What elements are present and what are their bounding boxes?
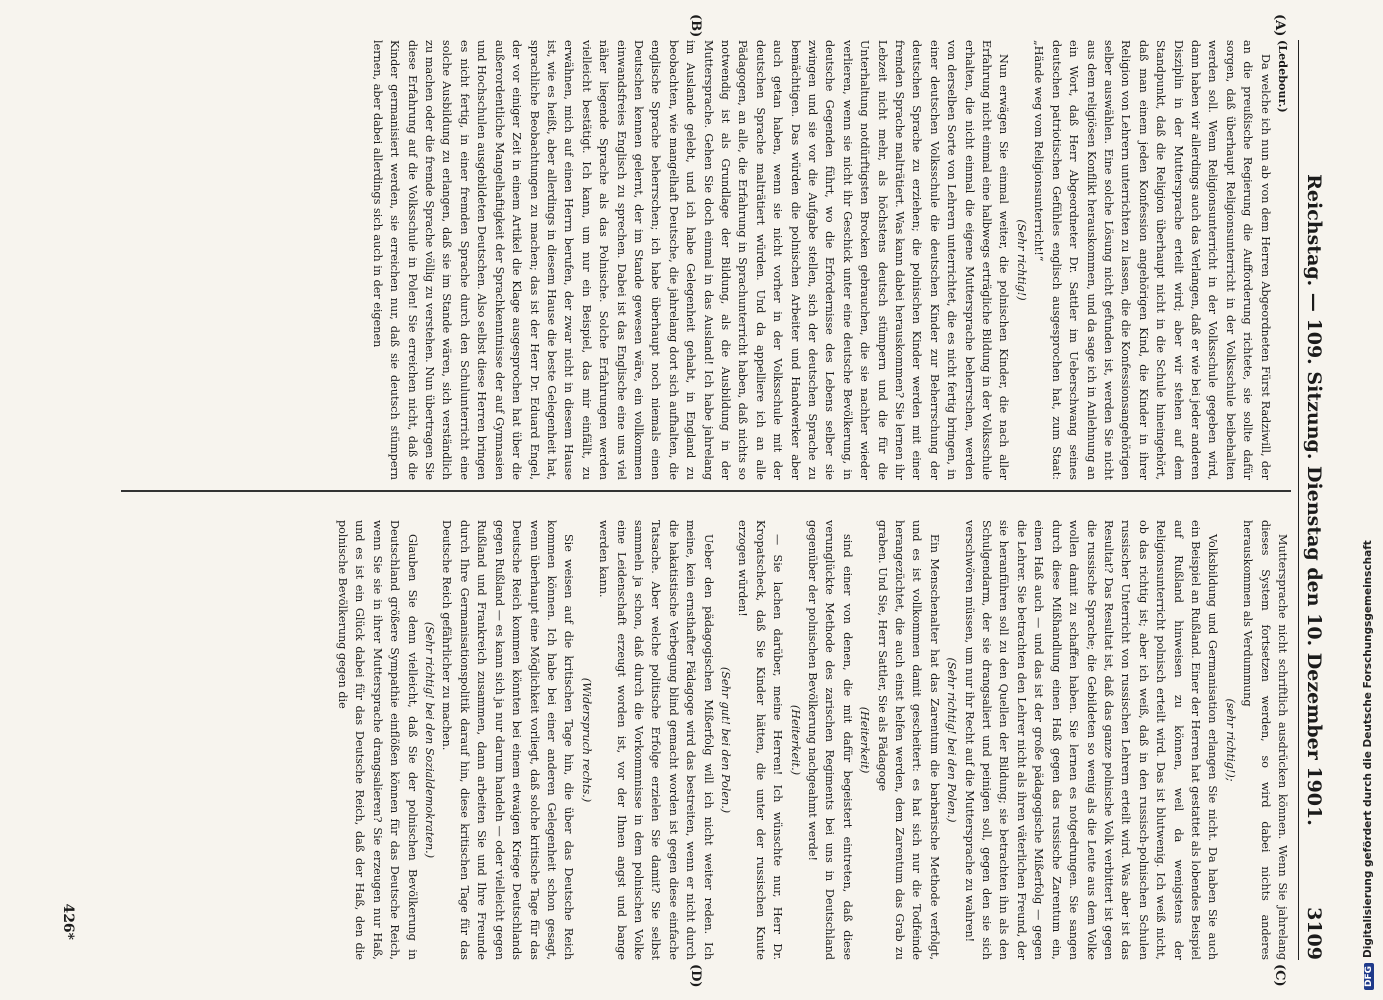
right-column bbox=[121, 520, 1291, 960]
running-head bbox=[1298, 40, 1325, 960]
paragraph: Glauben Sie denn vielleicht, daß Sie der polnischen Bevölkerung in Deutschland größere Sympathie einflößen können für das Deutsche Reich, wenn Sie sie in ihrer Muttersprache drangsalieren? Sie erzeugen nur Haß, und es ist ein Glück dabei für das Deutsche Reich, daß der Haß, den die polnische Bevölkerung gegen die bbox=[336, 520, 419, 960]
paragraph: Da welche ich nun ab von dem Herren Abgeordneten Fürst Radziwill, der an die preußische Regierung die Aufforderung richtete, sie sollte dafür sorgen, daß überhaupt Religionsunterricht in der Volksschule beibehalten werden soll. Wenn Religionsunterricht in der Volksschule gegeben wird, dann haben wir allerdings auch das Verlangen, daß er wie bei jeder anderen Disziplin in der Muttersprache erteilt wird; aber wir stehen auf dem Standpunkt, daß die Religion überhaupt nicht in die Schule hineingehört, daß man einem jeden Konfession angehörigen Kind, die Kinder in ihrer Religion von Lehrern unterrichten zu lassen, die die Konfessionsangehörigen selber auswählen. Eine solche Lösung nicht gefunden ist, werden Sie nicht aus dem religiösen Konflikt herauskommen, und da sage ich in Anlehnung an ein Wort, daß Herr Abgeordneter Dr. Sattler im Ueberschwang seines deutschen patriotischen Gefühles englisch ausgesprochen hat, zum Staat: „Hände weg vom Religionsunterricht!“ bbox=[1032, 40, 1272, 480]
margin-letter-b: (B) bbox=[688, 14, 703, 38]
stage-direction: (Sehr richtig! bei den Sozialdemokraten.) bbox=[423, 621, 437, 859]
stage-direction: (Heiterkeit) bbox=[858, 706, 872, 774]
dfg-logo: DFG bbox=[1364, 963, 1374, 990]
paragraph: sind einer von denen, die mit dafür begeistert eintreten, daß diese verunglückte Methode des zarischen Regiments bei uns in Deutschland gegenüber der polnischen Bevölkerung nachgeahmt werde! bbox=[806, 520, 854, 960]
stage-direction: (Widerspruch rechts.) bbox=[579, 677, 593, 803]
column-divider bbox=[121, 490, 1291, 492]
stage-direction: (Heiterkeit.) bbox=[788, 704, 802, 776]
paragraph: Ueber den pädagogischen Mißerfolg will ich nicht weiter reden. Ich meine, kein ernsthafter Pädagoge wird das bestreiten, wenn er nicht durch die hakatistische Verbegung blind gemacht worden ist gegen diese einfache Tatsache. Aber welche politische Erfolge erzielen Sie damit? Sie selbst sammeln ja schon, daß durch die Vorkommnisse in dem polnischen Volke eine Leidenschaft erzeugt worden ist, vor der Ihnen angst und bange werden kann. bbox=[597, 520, 715, 960]
paragraph: — Sie lachen darüber, meine Herren! Ich wünschte nur, Herr Dr. Kropatscheck, daß Sie Kinder hätten, die unter der russischen Knute erzogen würden! bbox=[736, 520, 785, 960]
left-column bbox=[121, 40, 1291, 480]
paragraph: Nun erwägen Sie einmal weiter, die polnischen Kinder, die nach aller Erfahrung nicht einmal eine halbwegs erträgliche Bildung in der Volksschule erhalten, die nicht einmal die eigene Muttersprache beherrschen, werden von derselben Sorte von Lehrern unterrichtet, die es nicht fertig bringen, in einer deutschen Volksschule die deutschen Kinder zur Beherrschung der deutschen Sprache zu erziehen; die polnischen Kinder werden mit einer fremden Sprache malträtiert. Was kann dabei herauskommen? Sie lernen ihr Lebzeit nicht mehr, als höchstens deutsch stümpern und die für die Unterhaltung notdürftigsten Brocken gebrauchen, die sie nachher wieder verlieren, wenn sie nicht ihr Geschick unter eine deutsche Bevölkerung, in deutsche Gegenden führt, wo die Erfordernisse des Lebens selber sie zwingen und sie vor die Aufgabe stellen, sich der deutschen Sprache zu bemächtigen. Das würden die polnischen Arbeiter und Handwerker aber auch getan haben, wenn sie nicht vorher in der Volksschule mit der deutschen Sprache malträtiert würden. Und da appelliere ich an alle Pädagogen, an alle, die Erfahrung in Sprachunterricht haben, daß nichts so notwendig ist als Grundlage der Bildung, als die Ausbildung in der Muttersprache. Gehen Sie doch einmal in das Ausland! Ich habe jahrelang im Auslande gelebt, und ich habe Gelegenheit gehabt, in England zu beobachten, wie mangelhaft Deutsche, die jahrelang dort sich aufhalten, die englische Sprache beherrschen; ich habe überhaupt noch niemals einen Deutschen kennen gelernt, der im Stande gewesen wäre, ein vollkommen einwandsfreies Englisch zu sprechen. Dabei ist das Englische eine uns viel näher liegende Sprache als das Polnische. Solche Erfahrungen werden vielleicht bestätigt. Ich kann, um nur ein Beispiel, das mir einfällt, zu erwähnen, mich auf einen Herrn berufen, der zwar nicht in diesem Hause ist, wie es heißt, aber allerdings in diesem Hause die beste Gelegenheit hat, sprachliche Beobachtungen zu machen; das ist der Herr Dr. Eduard Engel, der vor einiger Zeit in einem Artikel die Klage ausgesprochen hat über die außerordentliche Mangelhaftigkeit der Sprachkenntnisse der auf Gymnasien und Hochschulen ausgebildeten Deutschen. Also selbst diese Herren bringen es nicht fertig, in einer fremden Sprache durch den Schulunterricht eine solche Ausbildung zu erlangen, daß sie im Stande wären, sich verständlich zu machen oder die fremde Sprache völlig zu verstehen. Nun übertragen Sie diese Erfahrung auf die Volksschule in Polen! Sie erreichen nicht, daß die Kinder germanisiert werden, sie erreichen nur, daß sie deutsch stümpern lernen, aber dabei allerdings sich auch in der eigenen bbox=[370, 40, 1011, 480]
stage-direction: (sehr richtig!); bbox=[1223, 698, 1237, 782]
paragraph: Volksbildung und Germanisation erlangen Sie nicht. Da haben Sie auch ein Beispiel an Rußland. Einer der Herren hat gestattet als lobendes Beispiel auf Rußland hinweisen zu können, weil da wenigstens der Religionsunterricht polnisch erteilt wird. Das ist blutwenig. Ich weiß nicht, ob das richtig ist; aber ich weiß, daß in den russisch-polnischen Schulen russischer Unterricht von russischen Lehrern erteilt wird. Was aber ist das Resultat? Das Resultat ist, daß das ganze polnische Volk verbittert ist gegen die russische Sprache; die Gebildeten so wenig als die Leute aus dem Volke wollen damit zu schaffen haben. Sie lernen es notgedrungen. Sie sangen durch diese Mißhandlung einen Haß gegen das russische Zarentum ein, einen Haß auch — und das ist der große pädagogische Mißerfolg — gegen die Lehrer. Sie betrachten den Lehrer nicht als ihren väterlichen Freund, der sie heranführen soll zu den Quellen der Bildung; sie betrachten ihn als den Schulgendarm, der sie drangsaliert und peinigen soll, gegen den sie sich verschwören müssen, um nur ihr Recht auf die Muttersprache zu wahren! bbox=[962, 520, 1220, 960]
margin-letter-d: (D) bbox=[688, 964, 703, 988]
speaker-name: (Ledebour.) bbox=[1276, 40, 1290, 113]
margin-letter-a: (A) bbox=[1272, 14, 1287, 37]
stage-direction: (Sehr gut! bei den Polen.) bbox=[719, 666, 732, 814]
digitization-note bbox=[1356, 0, 1383, 1000]
digitization-note-text: Digitalisierung gefördert durch die Deutsche Forschungsgemeinschaft bbox=[1362, 540, 1374, 958]
page-number: 3109 bbox=[1303, 907, 1325, 960]
paragraph: Ein Menschenalter hat das Zarentum die barbarische Methode verfolgt, und es ist vollkommen damit gescheitert: es hat sich nur die Todfeinde herangezüchtet, die auch einst helfen werden, dem Zarentum das Grab zu graben. Und Sie, Herr Sattler, Sie als Pädagoge bbox=[875, 520, 941, 960]
paragraph: Sie weisen auf die kritischen Tage hin, die über das Deutsche Reich kommen können. Ich habe bei einer anderen Gelegenheit schon gesagt, wenn überhaupt eine Möglichkeit vorliegt, daß solche kritische Tage für das Deutsche Reich kommen könnten bei einem etwaigen Kriege Deutschlands gegen Rußland — es kann sich ja nur darum handeln — oder vielleicht gegen Rußland und Frankreich zusammen, dann arbeiten Sie und Ihre Freunde durch Ihre Germanisationspolitik darauf hin, diese kritischen Tage für das Deutsche Reich gefährlicher zu machen. bbox=[440, 520, 576, 960]
margin-letter-c: (C) bbox=[1272, 964, 1287, 987]
stage-direction: (Sehr richtig! bei den Polen.) bbox=[945, 657, 959, 823]
stage-direction: (Sehr richtig!) bbox=[1014, 219, 1028, 301]
footer-signature: 426* bbox=[60, 903, 76, 940]
running-head-title: Reichstag. — 109. Sitzung. Dienstag den 10. Dezember 1901. bbox=[1303, 174, 1325, 826]
paragraph: Muttersprache nicht schriftlich ausdrücken können. Wenn Sie jahrelang dieses System fortsetzen werden, so wird dabei nichts anderes herauskommen als Verdummung bbox=[1241, 520, 1289, 960]
